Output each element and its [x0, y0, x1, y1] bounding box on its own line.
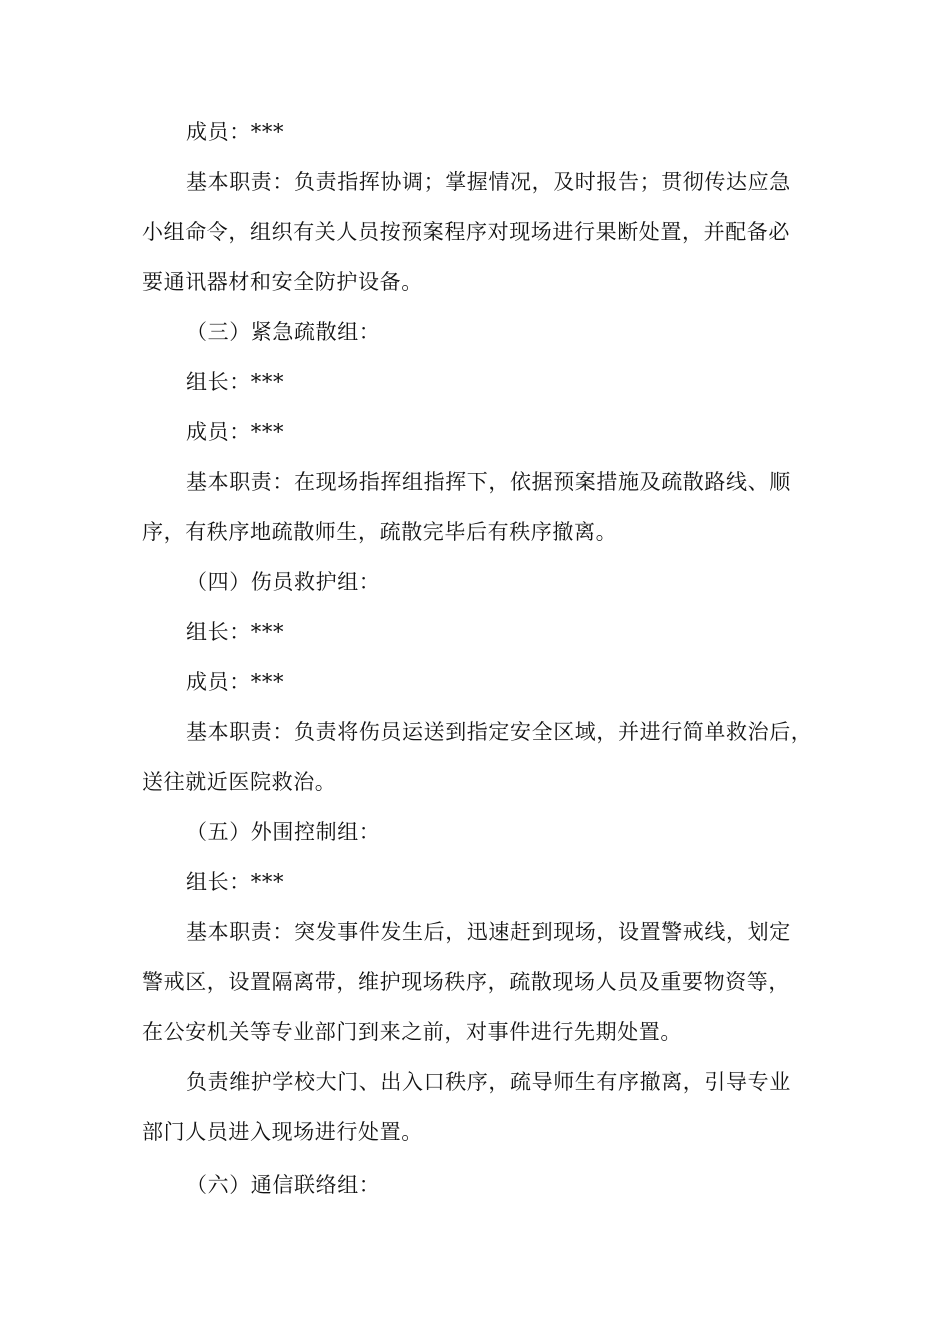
- duty-paragraph-line: 基本职责：在现场指挥组指挥下，依据预案措施及疏散路线、顺: [186, 470, 791, 494]
- leader-line: 组长：***: [186, 870, 285, 894]
- section-heading: （五）外围控制组：: [186, 820, 381, 844]
- duty-paragraph-line: 送往就近医院救治。: [142, 770, 337, 794]
- duty-paragraph-line: 负责维护学校大门、出入口秩序，疏导师生有序撤离，引导专业: [186, 1070, 791, 1094]
- section-heading: （三）紧急疏散组：: [186, 320, 381, 344]
- duty-paragraph-line: 部门人员进入现场进行处置。: [142, 1120, 423, 1144]
- duty-paragraph-line: 要通讯器材和安全防护设备。: [142, 270, 423, 294]
- duty-paragraph-line: 基本职责：负责指挥协调；掌握情况，及时报告；贯彻传达应急: [186, 170, 791, 194]
- member-line: 成员：***: [186, 120, 285, 144]
- leader-line: 组长：***: [186, 370, 285, 394]
- duty-paragraph-line: 小组命令，组织有关人员按预案程序对现场进行果断处置，并配备必: [142, 220, 790, 244]
- duty-paragraph-line: 基本职责：突发事件发生后，迅速赶到现场，设置警戒线，划定: [186, 920, 791, 944]
- leader-line: 组长：***: [186, 620, 285, 644]
- duty-paragraph-line: 基本职责：负责将伤员运送到指定安全区域，并进行简单救治后，: [186, 720, 813, 744]
- duty-paragraph-line: 在公安机关等专业部门到来之前，对事件进行先期处置。: [142, 1020, 682, 1044]
- section-heading: （六）通信联络组：: [186, 1173, 381, 1197]
- duty-paragraph-line: 序，有秩序地疏散师生，疏散完毕后有秩序撤离。: [142, 520, 618, 544]
- member-line: 成员：***: [186, 670, 285, 694]
- member-line: 成员：***: [186, 420, 285, 444]
- section-heading: （四）伤员救护组：: [186, 570, 381, 594]
- duty-paragraph-line: 警戒区，设置隔离带，维护现场秩序，疏散现场人员及重要物资等，: [142, 970, 790, 994]
